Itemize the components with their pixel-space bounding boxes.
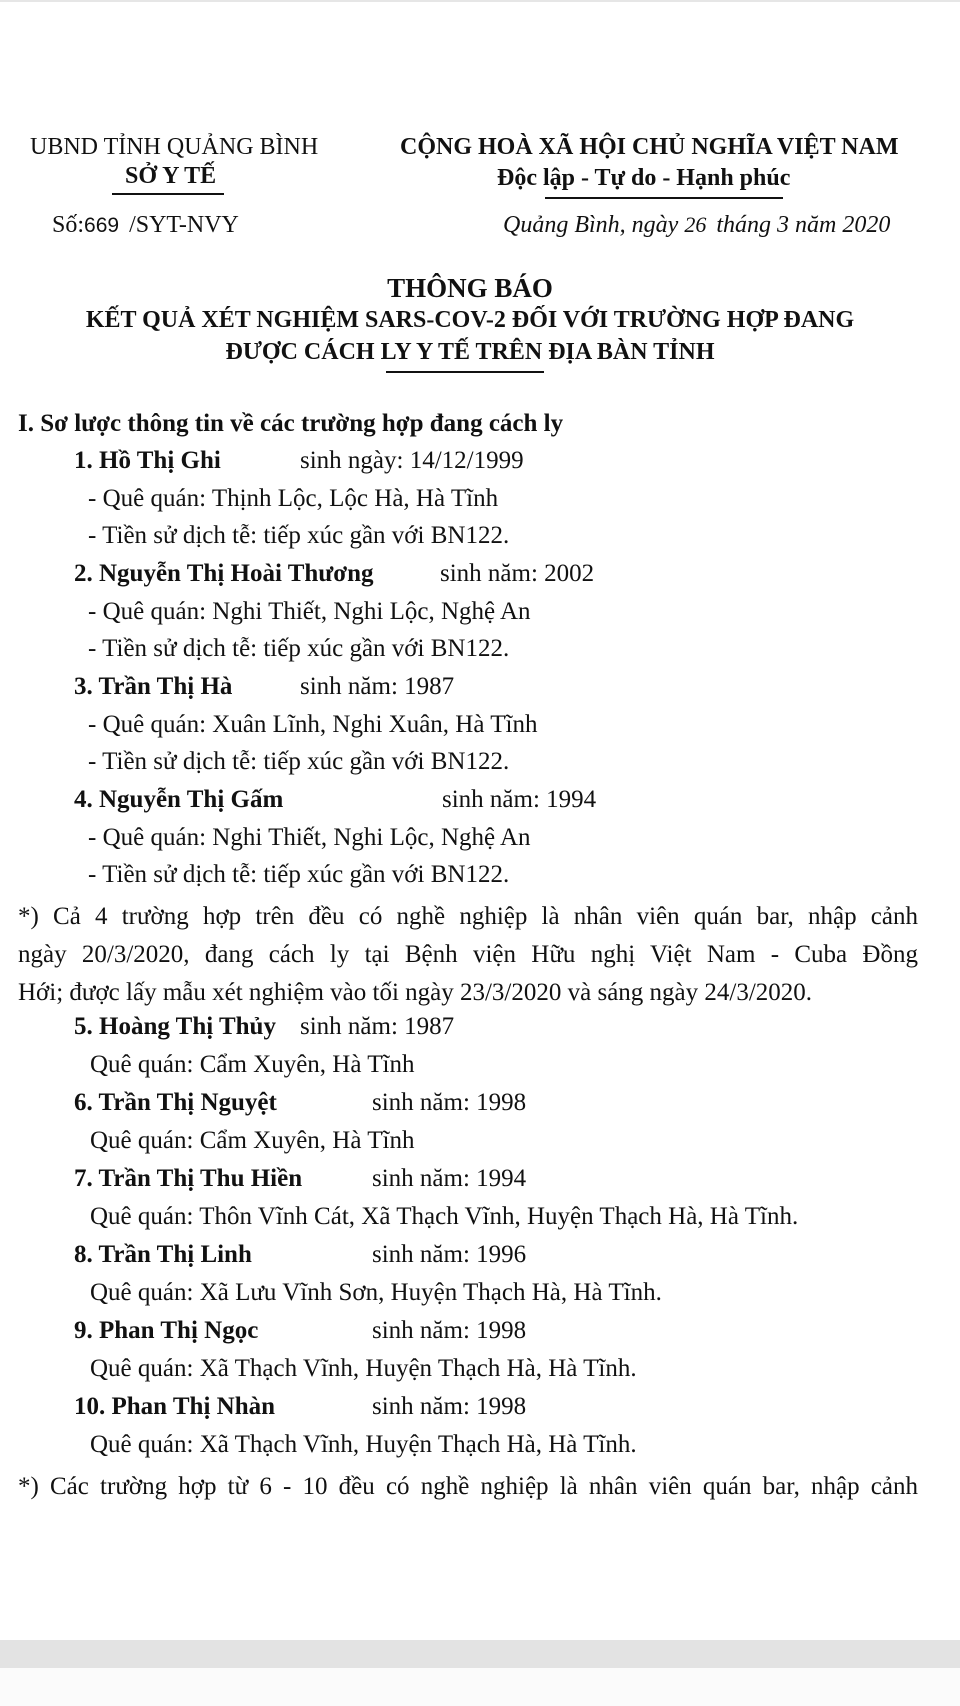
section-heading: I. Sơ lược thông tin về các trường hợp đang cách ly — [18, 410, 564, 437]
case-birth: sinh năm: 1987 — [300, 1013, 455, 1040]
notice-subtitle-line2: ĐƯỢC CÁCH LY Y TẾ TRÊN ĐỊA BÀN TỈNH — [225, 339, 715, 365]
case-name: 8. Trần Thị Linh — [74, 1241, 252, 1268]
case-hometown: Quê quán: Thôn Vĩnh Cát, Xã Thạch Vĩnh, Huyện Thạch Hà, Hà Tĩnh. — [90, 1203, 799, 1230]
department-underline — [112, 193, 224, 195]
case-birth: sinh năm: 1987 — [300, 673, 455, 700]
case-birth: sinh năm: 1998 — [372, 1317, 527, 1344]
case-birth: sinh năm: 1998 — [372, 1089, 527, 1116]
case-birth: sinh ngày: 14/12/1999 — [300, 447, 524, 474]
case-name: 5. Hoàng Thị Thủy — [74, 1013, 276, 1040]
case-name: 10. Phan Thị Nhàn — [74, 1393, 276, 1420]
case-hometown: Quê quán: Xã Thạch Vĩnh, Huyện Thạch Hà, Hà Tĩnh. — [90, 1431, 637, 1458]
case-hometown: - Quê quán: Nghi Thiết, Nghi Lộc, Nghệ An — [88, 598, 531, 625]
case-name: 4. Nguyễn Thị Gấm — [74, 786, 284, 813]
case-hometown: Quê quán: Cẩm Xuyên, Hà Tĩnh — [90, 1127, 415, 1154]
note-line: ngày 20/3/2020, đang cách ly tại Bệnh viện Hữu nghị Việt Nam - Cuba Đồng — [18, 941, 918, 968]
issuer-authority: UBND TỈNH QUẢNG BÌNH — [30, 134, 319, 160]
case-hometown: Quê quán: Xã Lưu Vĩnh Sơn, Huyện Thạch Hà, Hà Tĩnh. — [90, 1279, 662, 1306]
national-title: CỘNG HOÀ XÃ HỘI CHỦ NGHĨA VIỆT NAM — [400, 134, 899, 160]
title-underline — [386, 371, 544, 373]
case-hometown: Quê quán: Xã Thạch Vĩnh, Huyện Thạch Hà, Hà Tĩnh. — [90, 1355, 637, 1382]
national-motto: Độc lập - Tự do - Hạnh phúc — [497, 165, 791, 191]
case-name: 9. Phan Thị Ngọc — [74, 1317, 259, 1344]
case-hometown: - Quê quán: Thịnh Lộc, Lộc Hà, Hà Tĩnh — [88, 485, 499, 512]
note-paragraph — [18, 898, 918, 1012]
case-name: 6. Trần Thị Nguyệt — [74, 1089, 277, 1116]
case-hometown: - Quê quán: Xuân Lĩnh, Nghi Xuân, Hà Tĩnh — [88, 711, 538, 738]
case-hometown: - Quê quán: Nghi Thiết, Nghi Lộc, Nghệ An — [88, 824, 531, 851]
motto-underline — [545, 197, 783, 199]
doc-number-suffix: /SYT-NVY — [129, 212, 239, 238]
note-line: *) Cả 4 trường hợp trên đều có nghề nghiệp là nhân viên quán bar, nhập cảnh — [18, 903, 918, 930]
date-place: Quảng Bình, ngày — [503, 212, 679, 238]
document-date — [503, 212, 890, 239]
issuer-department: SỞ Y TẾ — [125, 163, 217, 189]
note-line: *) Các trường hợp từ 6 - 10 đều có nghề nghiệp là nhân viên quán bar, nhập cảnh — [18, 1473, 918, 1500]
case-birth: sinh năm: 1994 — [372, 1165, 527, 1192]
case-birth: sinh năm: 1996 — [372, 1241, 527, 1268]
case-history: - Tiền sử dịch tễ: tiếp xúc gần với BN122. — [88, 861, 510, 888]
doc-number-prefix: Số: — [52, 212, 85, 238]
date-rest: tháng 3 năm 2020 — [716, 212, 891, 238]
notice-title: THÔNG BÁO — [387, 273, 553, 303]
notice-subtitle-line1: KẾT QUẢ XÉT NGHIỆM SARS-COV-2 ĐỐI VỚI TRƯỜNG HỢP ĐANG — [85, 307, 855, 333]
case-birth: sinh năm: 2002 — [440, 560, 595, 587]
case-history: - Tiền sử dịch tễ: tiếp xúc gần với BN122. — [88, 748, 510, 775]
case-hometown: Quê quán: Cẩm Xuyên, Hà Tĩnh — [90, 1051, 415, 1078]
doc-number-value: 669 — [84, 214, 120, 237]
case-name: 3. Trần Thị Hà — [74, 673, 233, 700]
case-history: - Tiền sử dịch tễ: tiếp xúc gần với BN122. — [88, 635, 510, 662]
viewer-bottom — [0, 1668, 960, 1706]
case-name: 7. Trần Thị Thu Hiền — [74, 1165, 303, 1192]
page-bottom-band — [0, 1640, 960, 1668]
case-name: 1. Hồ Thị Ghi — [74, 447, 221, 474]
date-day: 26 — [684, 212, 707, 237]
case-birth: sinh năm: 1994 — [442, 786, 597, 813]
case-history: - Tiền sử dịch tễ: tiếp xúc gần với BN122. — [88, 522, 510, 549]
case-birth: sinh năm: 1998 — [372, 1393, 527, 1420]
note-line: Hới; được lấy mẫu xét nghiệm vào tối ngày 23/3/2020 và sáng ngày 24/3/2020. — [18, 979, 813, 1006]
case-name: 2. Nguyễn Thị Hoài Thương — [74, 560, 374, 587]
note-paragraph — [18, 1468, 918, 1506]
document-number — [52, 212, 239, 239]
